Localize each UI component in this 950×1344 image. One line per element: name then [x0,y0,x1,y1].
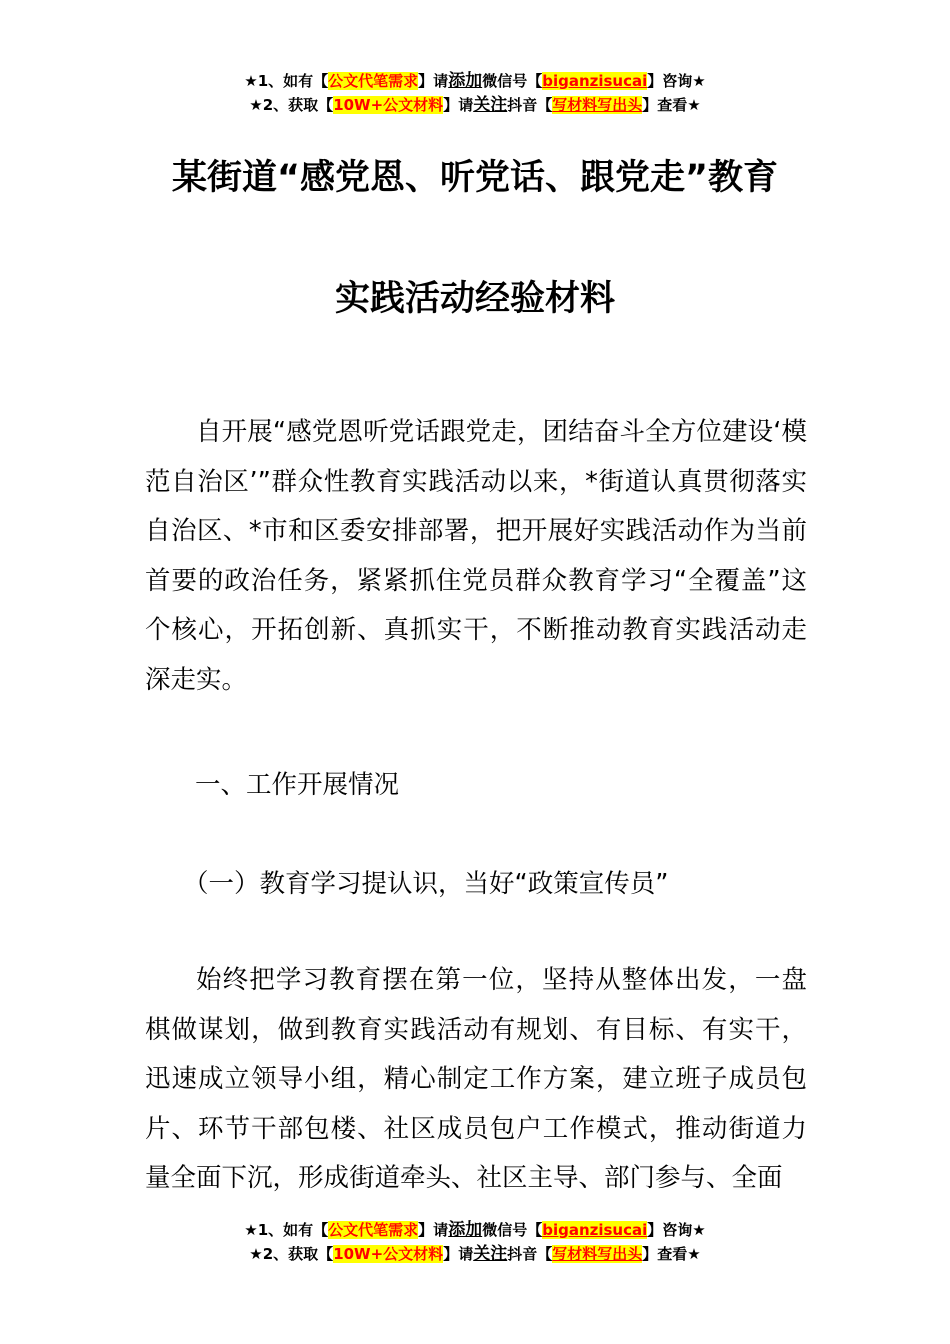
banner-line-2 [0,93,950,117]
banner-text: 】查看★ [642,96,701,114]
header-banner [0,69,950,117]
banner-emphasis: 关注 [473,1244,508,1264]
footer-banner [0,1218,950,1266]
banner-text: 】请 [443,1245,474,1263]
banner-emphasis: 添加 [448,1220,483,1240]
banner-line-1 [0,1218,950,1242]
banner-highlight: 公文代笔需求 [328,1221,419,1239]
banner-text: 】请 [418,1221,449,1239]
banner-highlight: 公文代笔需求 [328,72,419,90]
subsection-heading: （一）教育学习提认识，当好“政策宣传员” [183,869,669,899]
banner-text: ★1、如有【 [244,1221,329,1239]
banner-highlight: 10W+公文材料 [333,96,444,114]
banner-text: 抖音【 [507,1245,553,1263]
banner-emphasis: 关注 [473,95,508,115]
banner-highlight: 10W+公文材料 [333,1245,444,1263]
title-line-2: 实践活动经验材料 [334,279,615,319]
banner-line-2 [0,1242,950,1266]
body-paragraph: 始终把学习教育摆在第一位，坚持从整体出发，一盘棋做谋划，做到教育实践活动有规划、有目标、有实干，迅速成立领导小组，精心制定工作方案，建立班子成员包片、环节干部包楼、社区成员包户工作模式，推动街道力量全面下沉，形成街道牵头、社区主导、部门参与、全面 [145,965,807,1194]
banner-text: ★1、如有【 [244,72,329,90]
banner-text: 】咨询★ [647,72,706,90]
banner-text: 】请 [418,72,449,90]
banner-text: 抖音【 [507,96,553,114]
banner-emphasis: 添加 [448,71,483,91]
banner-line-1 [0,69,950,93]
banner-text: 】咨询★ [647,1221,706,1239]
section-heading: 一、工作开展情况 [195,770,400,800]
banner-text: 】请 [443,96,474,114]
banner-text: ★2、获取【 [249,96,334,114]
banner-highlight: biganzisucai [542,1221,648,1239]
banner-text: 微信号【 [482,1221,543,1239]
intro-paragraph: 自开展“感党恩听党话跟党走，团结奋斗全方位建设‘模范自治区’”群众性教育实践活动以来，*街道认真贯彻落实自治区、*市和区委安排部署，把开展好实践活动作为当前首要的政治任务，紧紧抓住党员群众教育学习“全覆盖”这个核心，开拓创新、真抓实干，不断推动教育实践活动走深走实。 [145,417,807,695]
banner-highlight: 写材料写出头 [552,1245,643,1263]
banner-highlight: 写材料写出头 [552,96,643,114]
banner-text: 】查看★ [642,1245,701,1263]
banner-text: ★2、获取【 [249,1245,334,1263]
title-line-1: 某街道“感党恩、听党话、跟党走”教育 [171,158,778,198]
banner-highlight: biganzisucai [542,72,648,90]
banner-text: 微信号【 [482,72,543,90]
